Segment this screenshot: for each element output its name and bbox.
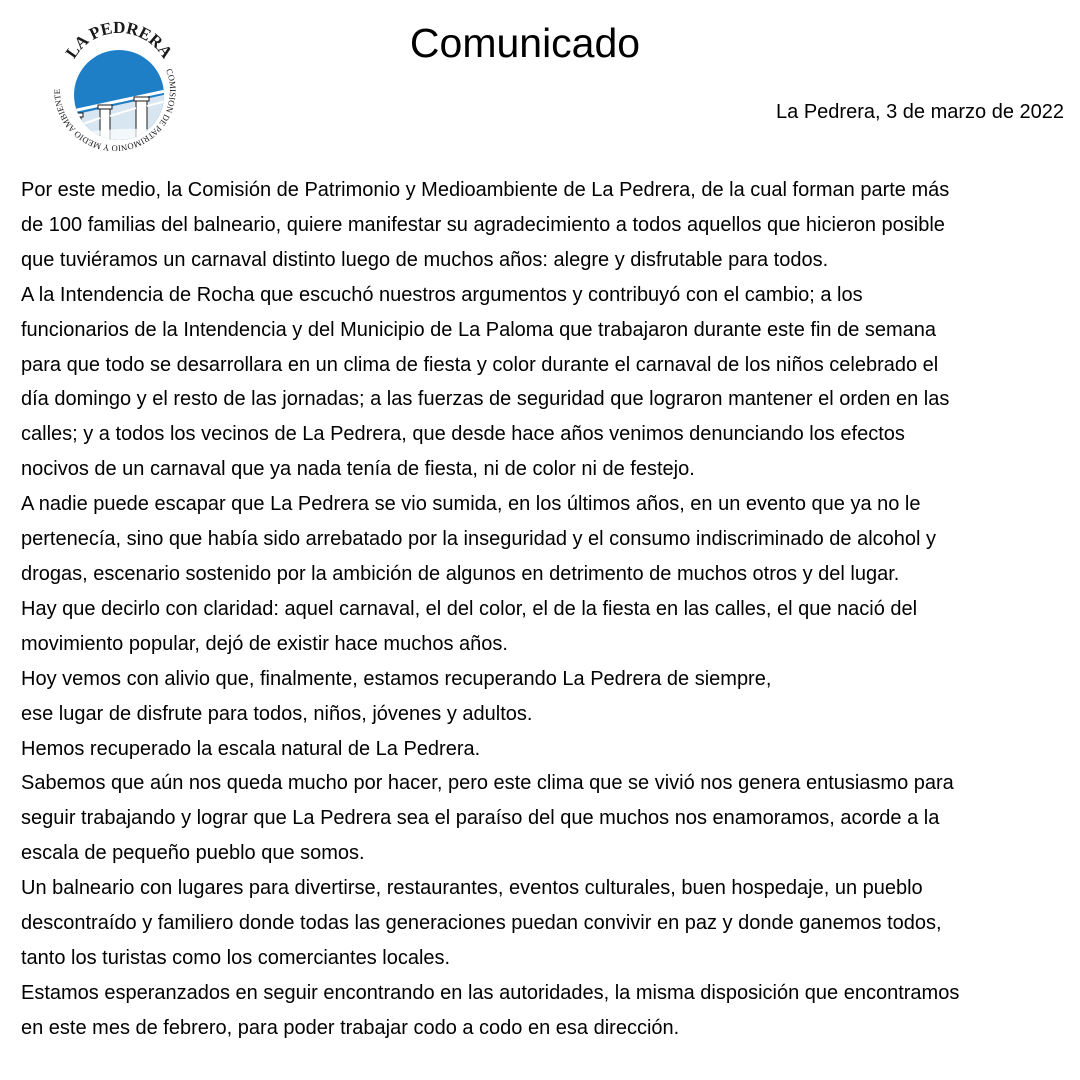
body-line: Un balneario con lugares para divertirse, restaurantes, eventos culturales, buen hospedaje, un pueblo	[21, 877, 923, 900]
body-line: día domingo y el resto de las jornadas; a las fuerzas de seguridad que lograron mantener el orden en las	[21, 388, 950, 411]
body-line: en este mes de febrero, para poder trabajar codo a codo en esa dirección.	[21, 1016, 680, 1039]
body-line: de 100 familias del balneario, quiere manifestar su agradecimiento a todos aquellos que hicieron posible	[21, 213, 945, 236]
body-line: Sabemos que aún nos queda mucho por hacer, pero este clima que se vivió nos genera entusiasmo para	[21, 772, 954, 795]
body-line: movimiento popular, dejó de existir hace muchos años.	[21, 632, 508, 655]
body-line: Estamos esperanzados en seguir encontrando en las autoridades, la misma disposición que encontramos	[21, 981, 960, 1004]
body-line: Hoy vemos con alivio que, finalmente, estamos recuperando La Pedrera de siempre,	[21, 667, 772, 690]
body-line: A la Intendencia de Rocha que escuchó nuestros argumentos y contribuyó con el cambio; a los	[21, 283, 863, 306]
body-line: seguir trabajando y lograr que La Pedrera sea el paraíso del que muchos nos enamoramos, acorde a la	[21, 807, 940, 830]
body-line: nocivos de un carnaval que ya nada tenía de fiesta, ni de color ni de festejo.	[21, 458, 695, 481]
body-line: A nadie puede escapar que La Pedrera se vio sumida, en los últimos años, en un evento que ya no le	[21, 493, 921, 516]
body-line: Hemos recuperado la escala natural de La Pedrera.	[21, 737, 481, 760]
body-line: Hay que decirlo con claridad: aquel carnaval, el del color, el de la fiesta en las calles, el que nació del	[21, 597, 918, 620]
logo-ring-text: COMISION DE PATRIMONIO Y MEDIO AMBIENTE	[51, 67, 179, 154]
body-line: ese lugar de disfrute para todos, niños, jóvenes y adultos.	[21, 702, 533, 725]
document-body	[21, 173, 1071, 1046]
document-date: La Pedrera, 3 de marzo de 2022	[776, 101, 1064, 123]
body-line: drogas, escenario sostenido por la ambición de algunos en detrimento de muchos otros y del lugar.	[21, 562, 900, 585]
document-title: Comunicado	[409, 20, 641, 66]
logo-top-text: LA PEDRERA	[61, 20, 177, 62]
body-line: tanto los turistas como los comerciantes locales.	[21, 946, 451, 969]
body-line: calles; y a todos los vecinos de La Pedrera, que desde hace años venimos denunciando los efectos	[21, 423, 905, 446]
body-line: para que todo se desarrollara en un clima de fiesta y color durante el carnaval de los niños celebrado el	[21, 353, 939, 376]
body-line: pertenecía, sino que había sido arrebatado por la inseguridad y el consumo indiscriminado de alcohol y	[21, 528, 937, 551]
body-line: que tuviéramos un carnaval distinto luego de muchos años: alegre y disfrutable para todos.	[21, 248, 829, 271]
body-line: descontraído y familiero donde todas las generaciones puedan convivir en paz y donde ganemos todos,	[21, 912, 942, 935]
body-line: escala de pequeño pueblo que somos.	[21, 842, 365, 865]
body-line: funcionarios de la Intendencia y del Municipio de La Paloma que trabajaron durante este fin de semana	[21, 318, 937, 341]
body-line: Por este medio, la Comisión de Patrimonio y Medioambiente de La Pedrera, de la cual forman parte más	[21, 179, 950, 201]
